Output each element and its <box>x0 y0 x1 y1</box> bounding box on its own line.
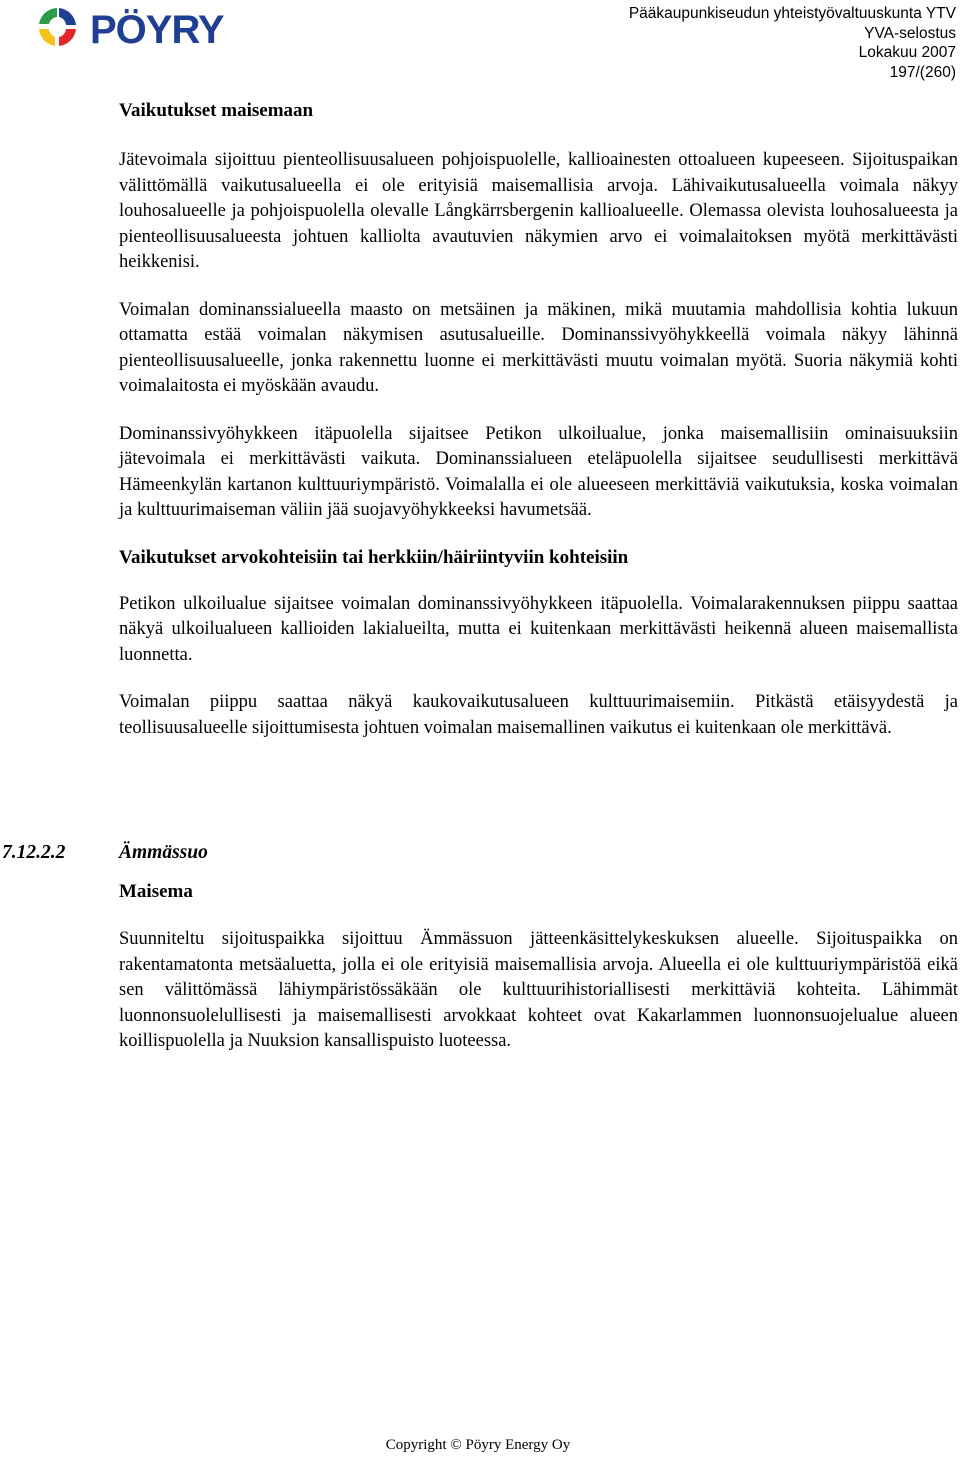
footer-copyright: Copyright © Pöyry Energy Oy <box>385 1437 571 1453</box>
paragraph: Dominanssivyöhykkeen itäpuolella sijaitsee Petikon ulkoilualue, jonka maisemallisiin ominaisuuksiin jätevoimala ei merkittävästi vaikuta. Dominanssialueen eteläpuolella sijaitsee seudullisesti merkittävä Hämeenkylän kartanon kulttuuriympäristö. Voimalalla ei ole alueeseen merkittäviä vaikutuksia, koska voimalan ja kulttuurimaiseman väliin jää suojavyöhykkeeksi havumetsää. <box>119 423 958 520</box>
section-title-ammassuo <box>0 842 960 868</box>
header-date: Lokakuu 2007 <box>858 44 956 61</box>
paragraph: Suunniteltu sijoituspaikka sijoittuu Ämmässuon jätteenkäsittelykeskuksen alueelle. Sijoituspaikka on rakentamatonta metsäaluetta, jolla ei ole erityisiä maisemallisia arvoja. Alueella ei ole kulttuuriympäristöä eikä sen välittömässä lähiympäristössäkään ole kulttuurihistoriallisesti merkittäviä kohteita. Lähimmät luonnonsuolelullisesti ja maisemallisesti arvokkaat kohteet ovat Kakarlammen luonnonsuojelualue alueen koillispuolella ja Nuuksion kansallispuisto luoteessa. <box>119 929 958 1051</box>
poyry-emblem-icon <box>39 8 76 46</box>
header-page-number: 197/(260) <box>889 63 956 81</box>
subheading-landscape: Maisema <box>119 881 193 902</box>
paragraph: Voimalan piippu saattaa näkyä kaukovaikutusalueen kulttuurimaisemiin. Pitkästä etäisyydestä ja teollisuusalueelle sijoittumisesta johtuen voimalan maisemallinen vaikutus ei kuitenkaan ole merkittävä. <box>119 692 958 738</box>
section-heading-landscape-impacts: Vaikutukset maisemaan <box>119 100 314 121</box>
header-document-type: YVA-selostus <box>864 24 956 42</box>
paragraph: Petikon ulkoilualue sijaitsee voimalan dominanssivyöhykkeen itäpuolella. Voimalarakennuksen piippu saattaa näkyä ulkoilualueen kallioiden lakialueilta, mutta ei kuitenkaan merkittävästi heikennä alueen maisemallista luonnetta. <box>119 593 958 665</box>
poyry-logo <box>35 4 280 50</box>
document-header <box>629 4 956 82</box>
section-heading-sensitive-sites: Vaikutukset arvokohteisiin tai herkkiin/häiriintyviin kohteisiin <box>119 546 629 568</box>
section-number: 7.12.2.2 <box>2 842 66 863</box>
paragraph: Voimalan dominanssialueella maasto on metsäinen ja mäkinen, mikä muutamia mahdollisia kohtia lukuun ottamatta estää voimalan näkymisen asutusalueille. Dominanssivyöhykkeellä voimala näkyy lähinnä pienteollisuusalueelle, jonka rakennettu luonne ei merkittävästi muutu voimalan myötä. Suoria näkymiä kohti voimalaitosta ei myöskään avaudu. <box>119 299 958 396</box>
section-title: Ämmässuo <box>119 842 208 863</box>
main-content <box>119 98 958 741</box>
ammassuo-content <box>119 879 958 1055</box>
paragraph: Jätevoimala sijoittuu pienteollisuusalueen pohjoispuolelle, kallioainesten ottoalueen kupeeseen. Sijoituspaikan välittömällä vaikutusalueella ei ole erityisiä maisemallisia arvoja. Lähivaikutusalueella voimala näkyy louhosalueelle ja pohjoispuolella olevalle Långkärrsbergenin kallioalueelle. Olemassa olevista louhosalueesta ja pienteollisuusalueesta johtuen kalliolta avautuvien näkymien arvo ei voimalaitoksen myötä merkittävästi heikkenisi. <box>119 150 958 272</box>
logo-wordmark: PÖYRY <box>90 8 224 50</box>
header-organization: Pääkaupunkiseudun yhteistyövaltuuskunta YTV <box>628 5 956 22</box>
